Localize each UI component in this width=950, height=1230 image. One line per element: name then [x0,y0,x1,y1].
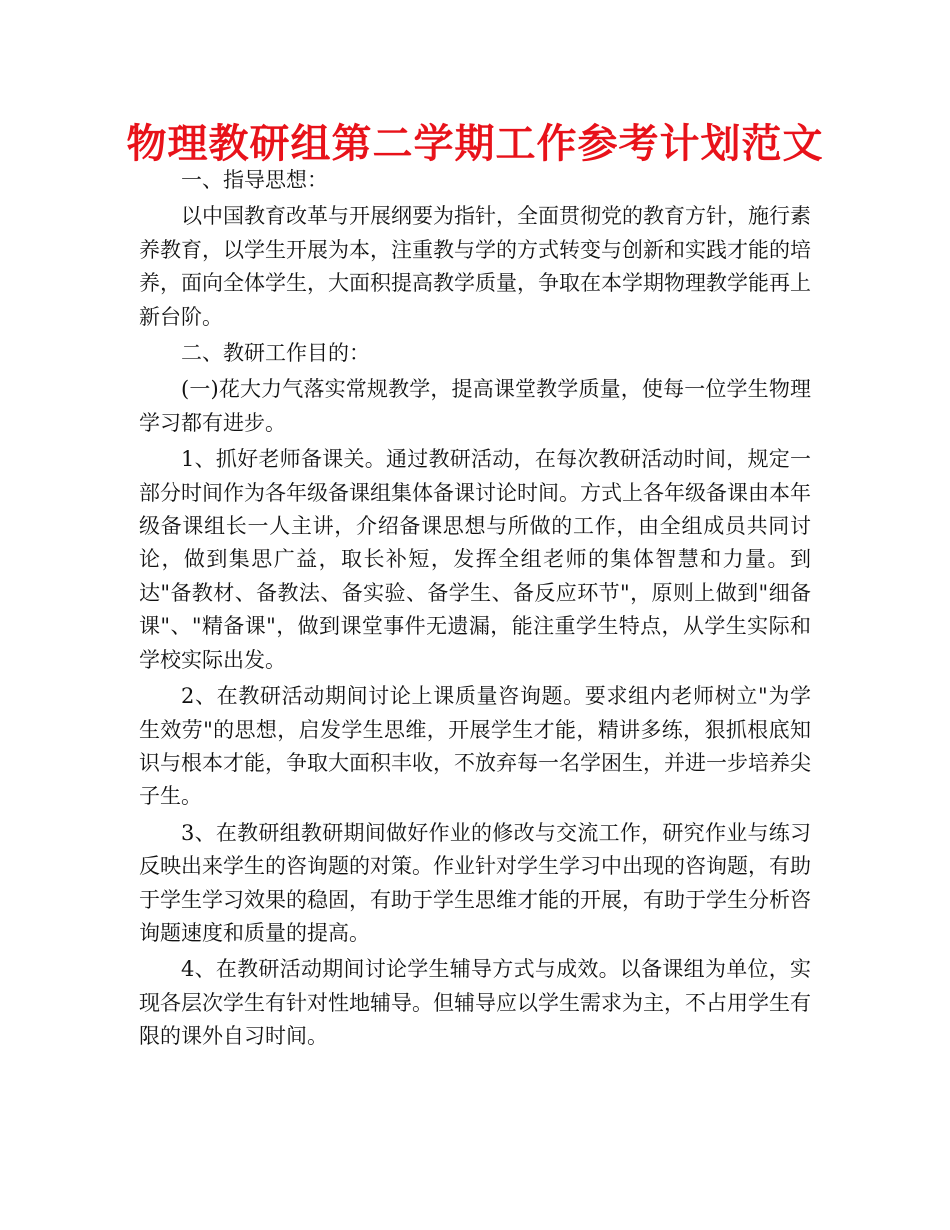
paragraph-goal-1: (一)花大力气落实常规教学，提高课堂教学质量，使每一位学生物理学习都有进步。 [139,377,811,435]
paragraph-item-4: 4、在教研活动期间讨论学生辅导方式与成效。以备课组为单位，实现各层次学生有针对性地辅导。但辅导应以学生需求为主，不占用学生有限的课外自习时间。 [139,957,811,1049]
document-body [139,164,811,1057]
section-heading-research-goals: 二、教研工作目的： [181,341,370,366]
document-title: 物理教研组第二学期工作参考计划范文 [126,120,824,167]
paragraph-item-1: 1、抓好老师备课关。通过教研活动，在每次教研活动时间，规定一部分时间作为各年级备课组集体备课讨论时间。方式上各年级备课由本年级备课组长一人主讲，介绍备课思想与所做的工作，由全组成员共同讨论，做到集思广益，取长补短，发挥全组老师的集体智慧和力量。到达"备教材、备教法、备实验、备学生、备反应环节"，原则上做到"细备课"、"精备课"，做到课堂事件无遗漏，能注重学生特点，从学生实际和学校实际出发。 [139,447,811,672]
section-heading-guiding-thought: 一、指导思想： [181,168,328,192]
paragraph-item-2: 2、在教研活动期间讨论上课质量咨询题。要求组内老师树立"为学生效劳"的思想，启发学生思维，开展学生才能，精讲多练，狠抓根底知识与根本才能，争取大面积丰收，不放弃每一名学困生，并进一步培养尖子生。 [139,684,811,809]
paragraph-guiding-thought: 以中国教育改革与开展纲要为指针，全面贯彻党的教育方针，施行素养教育，以学生开展为本，注重教与学的方式转变与创新和实践才能的培养，面向全体学生，大面积提高教学质量，争取在本学期物理教学能再上新台阶。 [139,204,811,329]
paragraph-item-3: 3、在教研组教研期间做好作业的修改与交流工作，研究作业与练习反映出来学生的咨询题的对策。作业针对学生学习中出现的咨询题，有助于学生学习效果的稳固，有助于学生思维才能的开展，有助于学生分析咨询题速度和质量的提高。 [139,820,811,945]
